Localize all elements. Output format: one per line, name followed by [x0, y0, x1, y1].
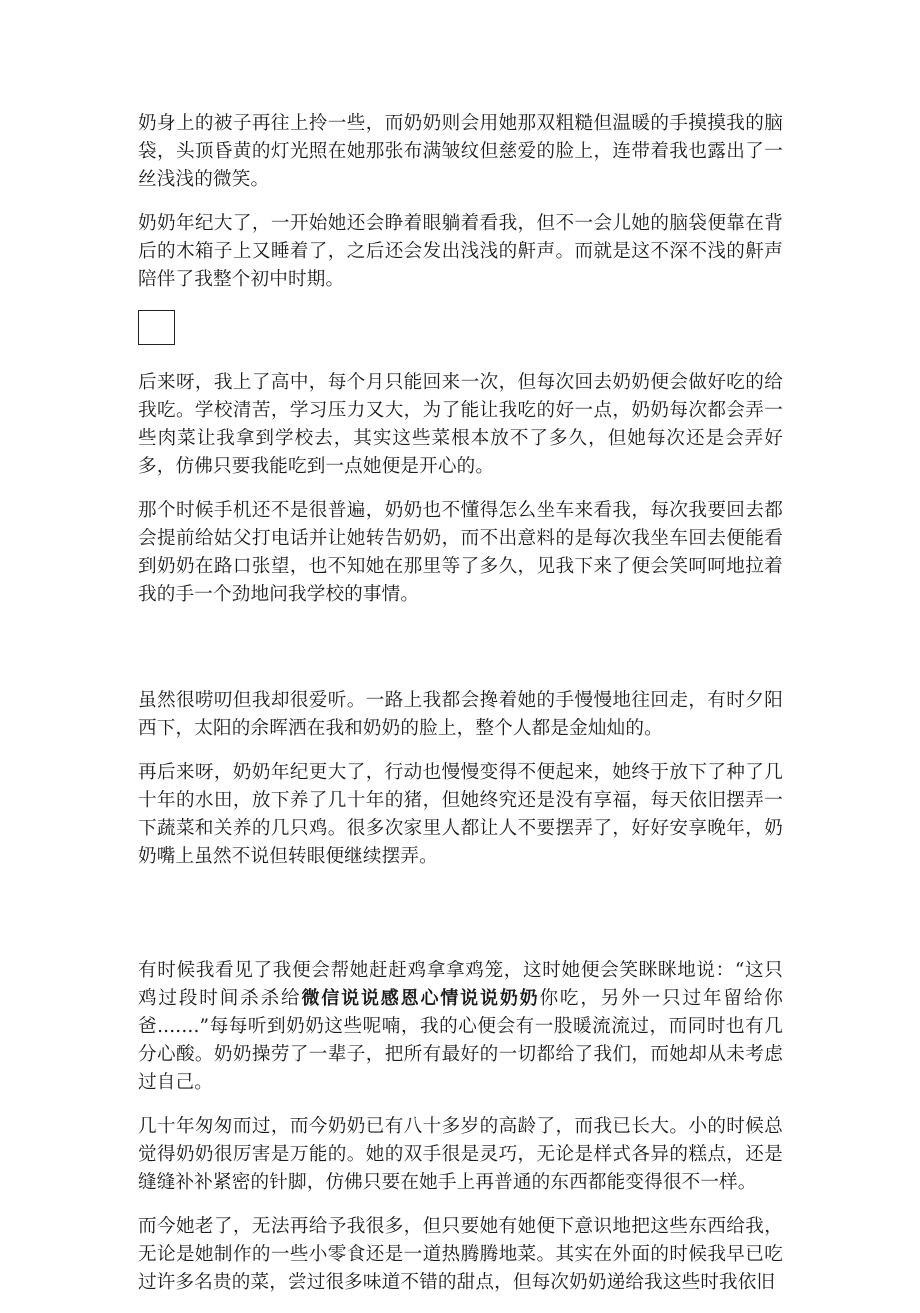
paragraph-6: 再后来呀，奶奶年纪更大了，行动也慢慢变得不便起来，她终于放下了种了几十年的水田，放下养了几十年的猪，但她终究还是没有享福，每天依旧摆弄一下蔬菜和关养的几只鸡。很多次家里人都让人不要摆弄了，好好安享晚年，奶奶嘴上虽然不说但转眼便继续摆弄。	[138, 762, 783, 867]
paragraph-4: 那个时候手机还不是很普遍，奶奶也不懂得怎么坐车来看我，每次我要回去都会提前给姑父打电话并让她转告奶奶，而不出意料的是每次我坐车回去便能看到奶奶在路口张望，也不知她在那里等了多久，见我下来了便会笑呵呵地拉着我的手一个劲地问我学校的事情。	[138, 500, 783, 605]
paragraph-2: 奶奶年纪大了，一开始她还会睁着眼躺着看我，但不一会儿她的脑袋便靠在背后的木箱子上又睡着了，之后还会发出浅浅的鼾声。而就是这不深不浅的鼾声陪伴了我整个初中时期。	[138, 213, 783, 290]
paragraph-7-text-after: 你吃，另外一只过年留给你爸.......”每每听到奶奶这些呢喃，我的心便会有一股暖流流过，而同时也有几分心酸。奶奶操劳了一辈子，把所有最好的一切都给了我们，而她却从未考虑过自己。	[138, 988, 783, 1093]
blank-space	[138, 887, 783, 957]
paragraph-7-bold-keyword: 微信说说感恩心情说说奶奶	[301, 988, 540, 1009]
paragraph-5: 虽然很唠叨但我却很爱听。一路上我都会搀着她的手慢慢地往回走，有时夕阳西下，太阳的余晖洒在我和奶奶的脸上，整个人都是金灿灿的。	[138, 690, 783, 739]
document-page	[138, 110, 783, 1313]
paragraph-7-text-before: 有时候我看见了我便会帮她赶赶鸡拿拿鸡笼，这时她便会笑眯眯地说：“这只鸡过段时间杀杀给	[138, 960, 783, 1009]
image-placeholder-box	[138, 310, 175, 345]
paragraph-3: 后来呀，我上了高中，每个月只能回来一次，但每次回去奶奶便会做好吃的给我吃。学校清苦，学习压力又大，为了能让我吃的好一点，奶奶每次都会弄一些肉菜让我拿到学校去，其实这些菜根本放不了多久，但她每次还是会弄好多，仿佛只要我能吃到一点她便是开心的。	[138, 372, 783, 477]
paragraph-9: 而今她老了，无法再给予我很多，但只要她有她便下意识地把这些东西给我，无论是她制作的一些小零食还是一道热腾腾地菜。其实在外面的时候我早已吃过许多名贵的菜，尝过很多味道不错的甜点，但每次奶奶递给我这些时我依旧	[138, 1216, 783, 1293]
paragraph-7	[138, 957, 783, 1097]
paragraph-1: 奶身上的被子再往上拎一些，而奶奶则会用她那双粗糙但温暖的手摸摸我的脑袋，头顶昏黄的灯光照在她那张布满皱纹但慈爱的脸上，连带着我也露出了一丝浅浅的微笑。	[138, 113, 783, 190]
blank-space	[138, 625, 783, 687]
paragraph-8: 几十年匆匆而过，而今奶奶已有八十多岁的高龄了，而我已长大。小的时候总觉得奶奶很厉害是万能的。她的双手很是灵巧，无论是样式各异的糕点，还是缝缝补补紧密的针脚，仿佛只要在她手上再普通的东西都能变得很不一样。	[138, 1116, 783, 1193]
